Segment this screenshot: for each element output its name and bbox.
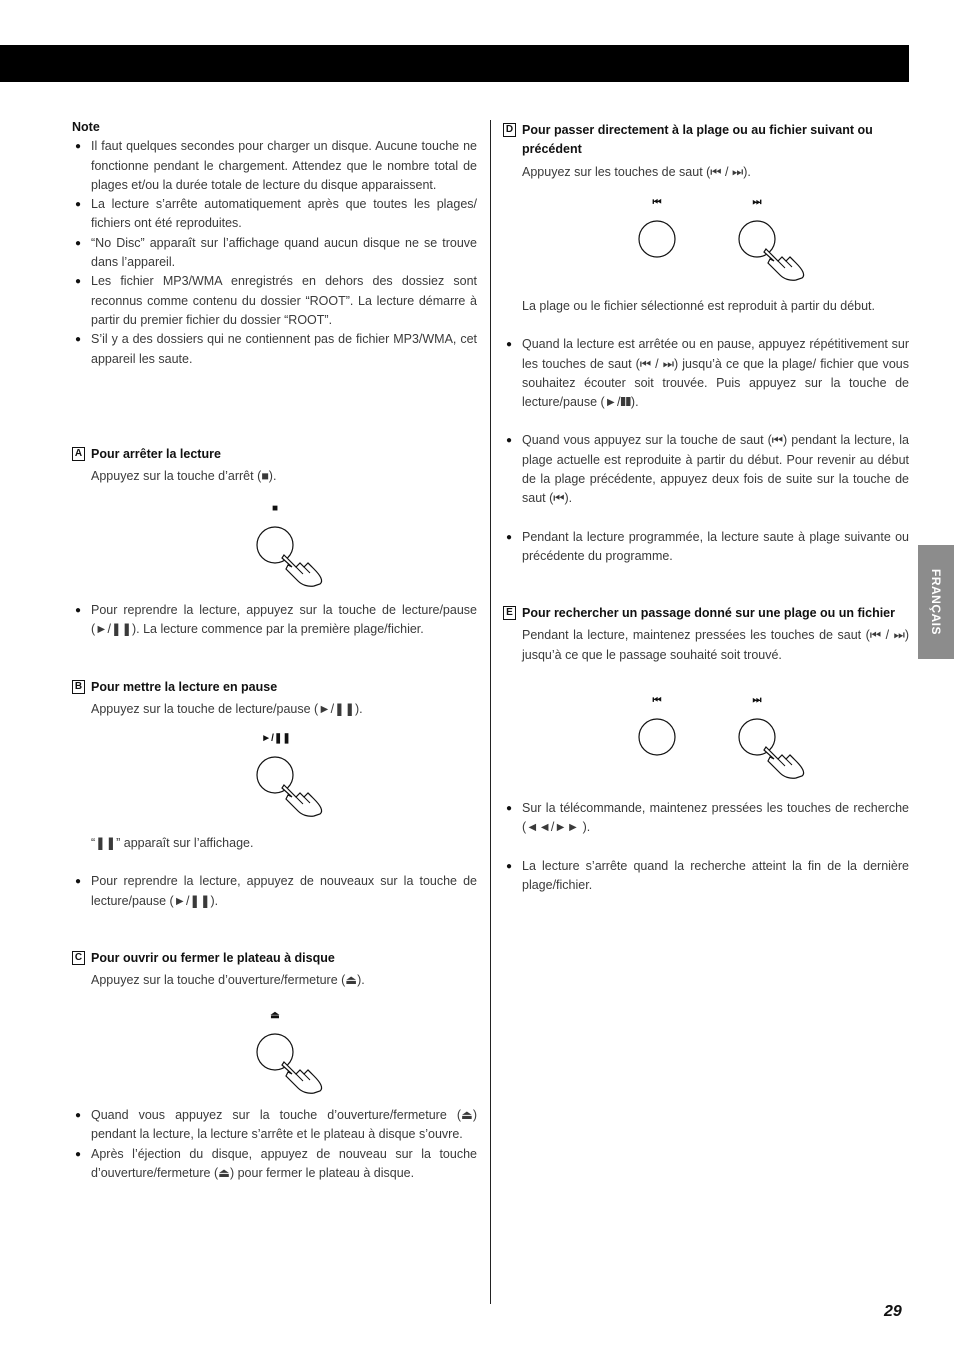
section-c-heading: C Pour ouvrir ou fermer le plateau à disque bbox=[72, 949, 477, 968]
note-bullet: ● Les fichier MP3/WMA enregistrés en dehors des dossiez sont reconnus comme contenu du dossier “ROOT”. La lecture démarre à partir du premier fichier du dossier “ROOT”. bbox=[72, 272, 477, 330]
eject-icon: ⏏ bbox=[270, 1010, 280, 1021]
section-letter-a: A bbox=[72, 447, 85, 461]
stop-button-figure bbox=[248, 503, 338, 588]
note-block bbox=[72, 118, 477, 369]
hand-press-icon bbox=[248, 1010, 338, 1095]
section-e-bullet: ● La lecture s’arrête quand la recherche atteint la fin de la dernière plage/fichier. bbox=[503, 857, 909, 896]
stop-icon: ■ bbox=[271, 503, 279, 514]
section-e bbox=[503, 604, 909, 665]
section-d-notes bbox=[503, 297, 909, 566]
section-a-instruction: Appuyez sur la touche d’arrêt (■). bbox=[91, 469, 277, 484]
search-buttons-drawing bbox=[630, 695, 820, 785]
section-c-instruction: Appuyez sur la touche d’ouverture/fermeture (⏏). bbox=[91, 973, 365, 988]
section-b bbox=[72, 678, 477, 720]
hand-press-icon bbox=[248, 733, 338, 818]
section-letter-b: B bbox=[72, 680, 85, 694]
section-d-bullet: ● Quand la lecture est arrêtée ou en pause, appuyez répétitivement sur les touches de saut (⏮ / ⏭) jusqu’à ce que la plage/ fichier que vous souhaitez écouter soit trouvée. Puis appuyez sur la touche de lecture/pause (►/❚❚). bbox=[503, 335, 909, 412]
section-d-bullet: ● Quand vous appuyez sur la touche de saut (⏮) pendant la lecture, la plage actuelle est reproduite à partir du début. Pour revenir au début de la plage précédente, appuyez deux fois de suite sur la touche de saut (⏮). bbox=[503, 431, 909, 508]
section-d-after: La plage ou le fichier sélectionné est reproduit à partir du début. bbox=[522, 299, 876, 313]
language-tab bbox=[918, 545, 954, 659]
column-divider bbox=[490, 120, 491, 1304]
section-b-after: “❚❚” apparaît sur l’affichage. bbox=[91, 836, 254, 850]
section-e-bullet: ● Sur la télécommande, maintenez pressées les touches de recherche (◄◄/►► ). bbox=[503, 799, 909, 838]
section-e-instruction: Pendant la lecture, maintenez pressées les touches de saut (⏮ / ⏭) jusqu’à ce que le passage souhaité soit trouvé. bbox=[522, 628, 909, 662]
note-bullet: ● “No Disc” apparaît sur l’affichage quand aucun disque ne se trouve dans l’appareil. bbox=[72, 234, 477, 273]
skip-forward-icon: ⏭ bbox=[752, 695, 762, 706]
section-d bbox=[503, 121, 909, 182]
section-b-bullet: ● Pour reprendre la lecture, appuyez de nouveaux sur la touche de lecture/pause (►/❚❚). bbox=[72, 872, 477, 911]
section-b-instruction: Appuyez sur la touche de lecture/pause (►/❚❚). bbox=[91, 702, 363, 717]
note-bullet: ● Il faut quelques secondes pour charger un disque. Aucune touche ne fonctionne pendant le chargement. Attendez que le nombre total de plages et/ou la durée totale de lecture du disque apparaissent. bbox=[72, 137, 477, 195]
skip-forward-icon: ⏭ bbox=[752, 197, 762, 208]
section-b-heading: B Pour mettre la lecture en pause bbox=[72, 678, 477, 697]
language-tab-label: FRANÇAIS bbox=[929, 569, 943, 635]
section-a-bullet: ● Pour reprendre la lecture, appuyez sur la touche de lecture/pause (►/❚❚). La lecture commence par la première plage/fichier. bbox=[72, 601, 477, 640]
play-pause-icon: ►/❚❚ bbox=[261, 733, 291, 744]
section-a-notes bbox=[72, 601, 477, 640]
skip-buttons-drawing bbox=[630, 197, 820, 287]
section-letter-e: E bbox=[503, 606, 516, 620]
section-c-bullet: ● Quand vous appuyez sur la touche d’ouverture/fermeture (⏏) pendant la lecture, la lecture s’arrête et le plateau à disque s’ouvre. bbox=[72, 1106, 477, 1145]
header-bar bbox=[0, 45, 909, 82]
skip-back-icon: ⏮ bbox=[652, 695, 662, 706]
section-c-notes bbox=[72, 1106, 477, 1183]
section-a bbox=[72, 445, 477, 487]
note-bullet: ● S’il y a des dossiers qui ne contiennent pas de fichier MP3/WMA, cet appareil les saute. bbox=[72, 330, 477, 369]
section-c bbox=[72, 949, 477, 991]
skip-buttons-figure bbox=[630, 197, 820, 287]
section-a-heading: A Pour arrêter la lecture bbox=[72, 445, 477, 464]
section-b-notes bbox=[72, 834, 477, 911]
hand-press-icon bbox=[248, 503, 338, 588]
section-e-heading: E Pour rechercher un passage donné sur une plage ou un fichier bbox=[503, 604, 909, 623]
note-title: Note bbox=[72, 120, 100, 134]
section-d-instruction: Appuyez sur les touches de saut (⏮ / ⏭). bbox=[522, 164, 751, 179]
section-d-heading: D Pour passer directement à la plage ou au fichier suivant ou précédent bbox=[503, 121, 909, 160]
section-letter-d: D bbox=[503, 123, 516, 137]
page-number: 29 bbox=[884, 1303, 902, 1320]
search-buttons-figure bbox=[630, 695, 820, 785]
section-letter-c: C bbox=[72, 951, 85, 965]
skip-back-icon: ⏮ bbox=[652, 197, 662, 208]
play-pause-button-figure bbox=[248, 733, 338, 818]
section-e-notes bbox=[503, 799, 909, 895]
eject-button-figure bbox=[248, 1010, 338, 1095]
section-c-bullet: ● Après l’éjection du disque, appuyez de nouveau sur la touche d’ouverture/fermeture (⏏) pour fermer le plateau à disque. bbox=[72, 1145, 477, 1184]
section-d-bullet: ● Pendant la lecture programmée, la lecture saute à plage suivante ou précédente du programme. bbox=[503, 528, 909, 567]
note-bullet: ● La lecture s’arrête automatiquement après que toutes les plages/ fichiers ont été reproduites. bbox=[72, 195, 477, 234]
